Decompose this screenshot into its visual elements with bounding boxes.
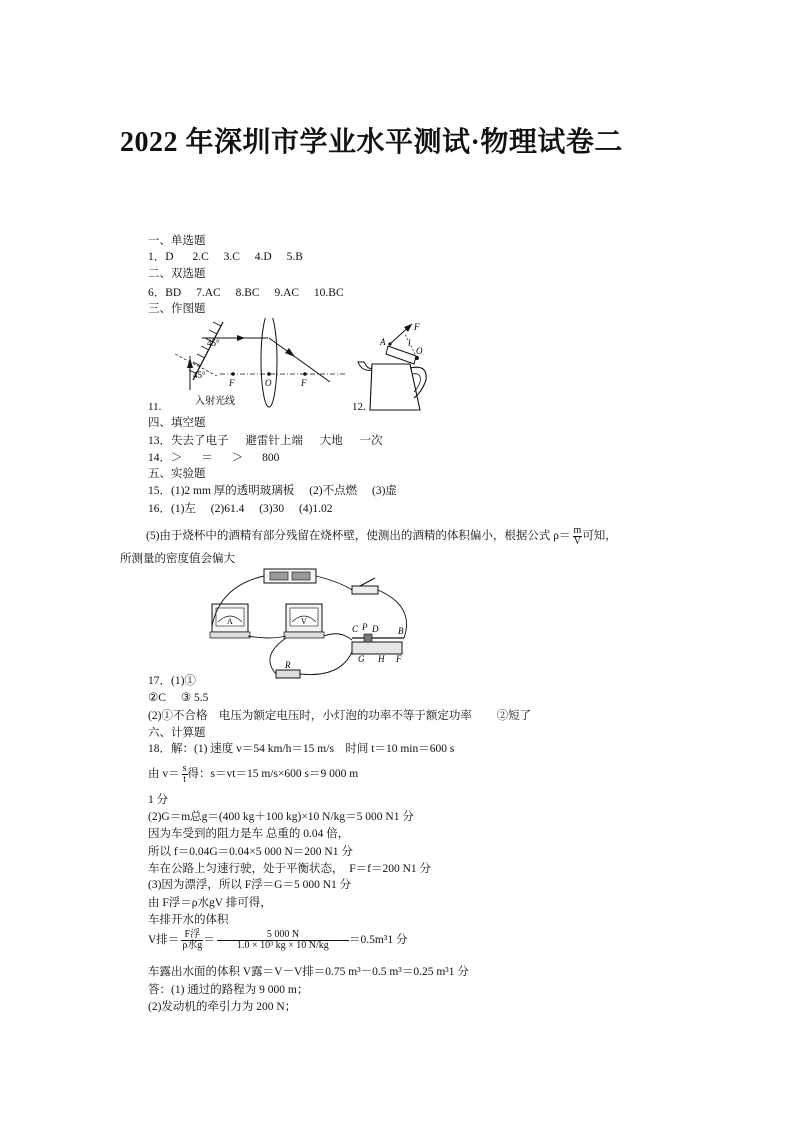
answer: 13．失去了电子 bbox=[148, 435, 229, 447]
kettle-body bbox=[370, 364, 420, 410]
answer: ②短了 bbox=[496, 710, 532, 722]
optical-center-dot bbox=[267, 372, 271, 376]
answer: 大地 bbox=[319, 435, 343, 447]
answer: ＞ bbox=[231, 452, 244, 464]
answer: (2)①不合格 电压为额定电压时，小灯泡的功率不等于额定功率 bbox=[148, 710, 472, 722]
answer: (4)1.02 bbox=[299, 503, 333, 515]
focus-label-right: F bbox=[301, 378, 307, 388]
answer: ＝ bbox=[201, 452, 213, 464]
answer-18-line: 所以 f＝0.04G＝0.04×5 000 N＝200 N1 分 bbox=[148, 846, 353, 858]
resistor-r bbox=[276, 670, 300, 678]
section-fill-blank: 四、填空题 bbox=[148, 417, 206, 429]
incident-ray-label: 入射光线 bbox=[195, 396, 235, 407]
figure-number: 12. bbox=[352, 401, 366, 413]
answer-text: 得：s＝vt＝15 m/s×600 s＝9 000 m bbox=[187, 768, 359, 781]
answer: 10.BC bbox=[313, 287, 344, 299]
center-label: O bbox=[265, 378, 272, 388]
answer-text: 由 v＝ bbox=[148, 768, 180, 781]
answers-6-10 bbox=[148, 286, 344, 301]
page-title: 2022 年深圳市学业水平测试·物理试卷二 bbox=[120, 127, 623, 158]
fraction-numerator: m bbox=[573, 525, 582, 536]
answer-16-5-cont: 所测量的密度值会偏大 bbox=[120, 553, 235, 565]
label-a: A bbox=[380, 337, 386, 347]
voltmeter bbox=[284, 604, 324, 638]
label-f: F bbox=[396, 654, 402, 664]
label-h: H bbox=[378, 654, 385, 664]
answer-18-line: 车排开水的体积 bbox=[148, 914, 229, 926]
answer: 1．D bbox=[148, 251, 174, 263]
answer-18-line: 车露出水面的体积 V露＝V－V排＝0.75 m³－0.5 m³＝0.25 m³1 分 bbox=[148, 966, 469, 978]
refracted-ray bbox=[269, 338, 330, 382]
focus-dot-left bbox=[231, 372, 235, 376]
refracted-arrow bbox=[285, 348, 295, 357]
answers-1-5 bbox=[148, 250, 303, 265]
answer-text: 可知， bbox=[582, 530, 617, 543]
answer-15 bbox=[148, 484, 397, 499]
answer-18-line: 车在公路上匀速行驶，处于平衡状态， F＝f＝200 N1 分 bbox=[148, 863, 432, 875]
answer-13 bbox=[148, 434, 383, 449]
formula-rhs: ＝0.5m³1 分 bbox=[349, 934, 408, 947]
answer: ②C bbox=[148, 692, 166, 704]
incident-arrow bbox=[187, 358, 193, 368]
answer-18-line: (2)发动机的牵引力为 200 N； bbox=[148, 1001, 297, 1013]
ammeter bbox=[210, 604, 250, 638]
answer: 800 bbox=[262, 452, 280, 464]
answer: (3)30 bbox=[259, 503, 285, 515]
resistor-label: R bbox=[285, 660, 291, 670]
answer-16 bbox=[148, 502, 333, 517]
focus-dot-right bbox=[303, 372, 307, 376]
figure-number: 11. bbox=[148, 401, 162, 413]
label-o: O bbox=[416, 346, 423, 356]
fraction-denominator: 1.0 × 10³ kg × 10 N/kg bbox=[237, 940, 329, 951]
figure-11-optics bbox=[145, 318, 355, 418]
fraction-denominator: V bbox=[573, 536, 582, 547]
answer-18-line: 因为车受到的阻力是车 总重的 0.04 倍， bbox=[148, 828, 350, 840]
formula-fraction bbox=[573, 526, 583, 547]
answer: 6．BD bbox=[148, 287, 182, 299]
label-l: l bbox=[408, 338, 411, 348]
answer-17-2 bbox=[148, 709, 531, 724]
section-double-choice: 二、双选题 bbox=[148, 268, 206, 280]
answer: 7.AC bbox=[196, 287, 221, 299]
answer-18-line: (2)G＝m总g＝(400 kg＋100 kg)×10 N/kg＝5 000 N1 分 bbox=[148, 811, 414, 823]
reflected-arrow bbox=[237, 335, 245, 341]
answer: 一次 bbox=[359, 435, 383, 447]
angle-label-bottom: 45° bbox=[193, 370, 206, 380]
answer-18-line: (3)因为漂浮，所以 F浮＝G＝5 000 N1 分 bbox=[148, 879, 352, 891]
angle-label-top: 45° bbox=[207, 338, 220, 348]
figure-12-kettle bbox=[350, 318, 450, 418]
answer-17-1: 17．(1)① bbox=[148, 675, 196, 687]
rheostat bbox=[352, 622, 404, 664]
equals: ＝ bbox=[203, 934, 215, 947]
label-b: B bbox=[398, 626, 404, 636]
label-g: G bbox=[358, 654, 365, 664]
answer-18-line: 答：(1) 通过的路程为 9 000 m； bbox=[148, 984, 309, 996]
answer: 9.AC bbox=[274, 287, 300, 299]
answer-18-line bbox=[148, 764, 358, 785]
label-c: C bbox=[352, 624, 359, 634]
answer: 15．(1)2 mm 厚的透明玻璃板 bbox=[148, 485, 295, 497]
answer: (2)61.4 bbox=[210, 503, 245, 515]
answer: 8.BC bbox=[235, 287, 260, 299]
ammeter-label: A bbox=[227, 617, 233, 626]
answer-14 bbox=[148, 451, 279, 466]
fraction-numerator: s bbox=[182, 763, 187, 774]
label-f: F bbox=[414, 322, 420, 332]
kettle-spout bbox=[358, 362, 372, 370]
answer-16-5 bbox=[146, 526, 617, 547]
answer: 14．＞ bbox=[148, 452, 183, 464]
answer-text: (5)由于烧杯中的酒精有部分残留在烧杯壁，使测出的酒精的体积偏小，根据公式 bbox=[146, 530, 551, 543]
answer: 避雷针上端 bbox=[245, 435, 303, 447]
label-p: P bbox=[362, 622, 368, 632]
answer: (3)虚 bbox=[371, 485, 397, 497]
section-calculation: 六、计算题 bbox=[148, 727, 206, 739]
fraction bbox=[217, 930, 349, 951]
convex-lens bbox=[261, 318, 277, 407]
section-experiment: 五、实验题 bbox=[148, 468, 206, 480]
fraction-denominator: ρ水g bbox=[182, 940, 203, 951]
fraction-denominator: t bbox=[183, 774, 186, 785]
answer-17-1-cont bbox=[148, 691, 208, 706]
answer-18-line: 18．解：(1) 速度 v＝54 km/h＝15 m/s 时间 t＝10 min＝600 s bbox=[148, 743, 455, 755]
answer-18-line: 由 F浮＝ρ水gV 排可得， bbox=[148, 897, 272, 909]
label-d: D bbox=[372, 624, 379, 634]
answer-18-formula bbox=[148, 930, 407, 951]
answer: 4.D bbox=[254, 251, 272, 263]
fraction-numerator: F浮 bbox=[181, 930, 203, 941]
formula-lhs: ρ＝ bbox=[553, 530, 571, 543]
section-single-choice: 一、单选题 bbox=[148, 235, 206, 247]
answer: 16．(1)左 bbox=[148, 503, 196, 515]
section-drawing: 三、作图题 bbox=[148, 303, 206, 315]
answer: ③ 5.5 bbox=[180, 692, 209, 704]
answer: 2.C bbox=[192, 251, 209, 263]
mirror-hatching bbox=[189, 322, 221, 374]
switch bbox=[352, 586, 378, 594]
figure-17-circuit bbox=[200, 566, 425, 684]
formula-lhs: V排＝ bbox=[148, 934, 180, 947]
kettle-handle bbox=[410, 367, 426, 398]
answer: 5.B bbox=[286, 251, 303, 263]
answer: 3.C bbox=[223, 251, 240, 263]
answer-18-line: 1 分 bbox=[148, 794, 169, 806]
focus-label-left: F bbox=[229, 378, 235, 388]
fraction bbox=[181, 930, 203, 951]
voltmeter-label: V bbox=[301, 617, 307, 626]
answer: (2)不点燃 bbox=[309, 485, 358, 497]
kettle-lid bbox=[386, 346, 416, 364]
fraction-numerator: 5 000 N bbox=[217, 930, 349, 941]
